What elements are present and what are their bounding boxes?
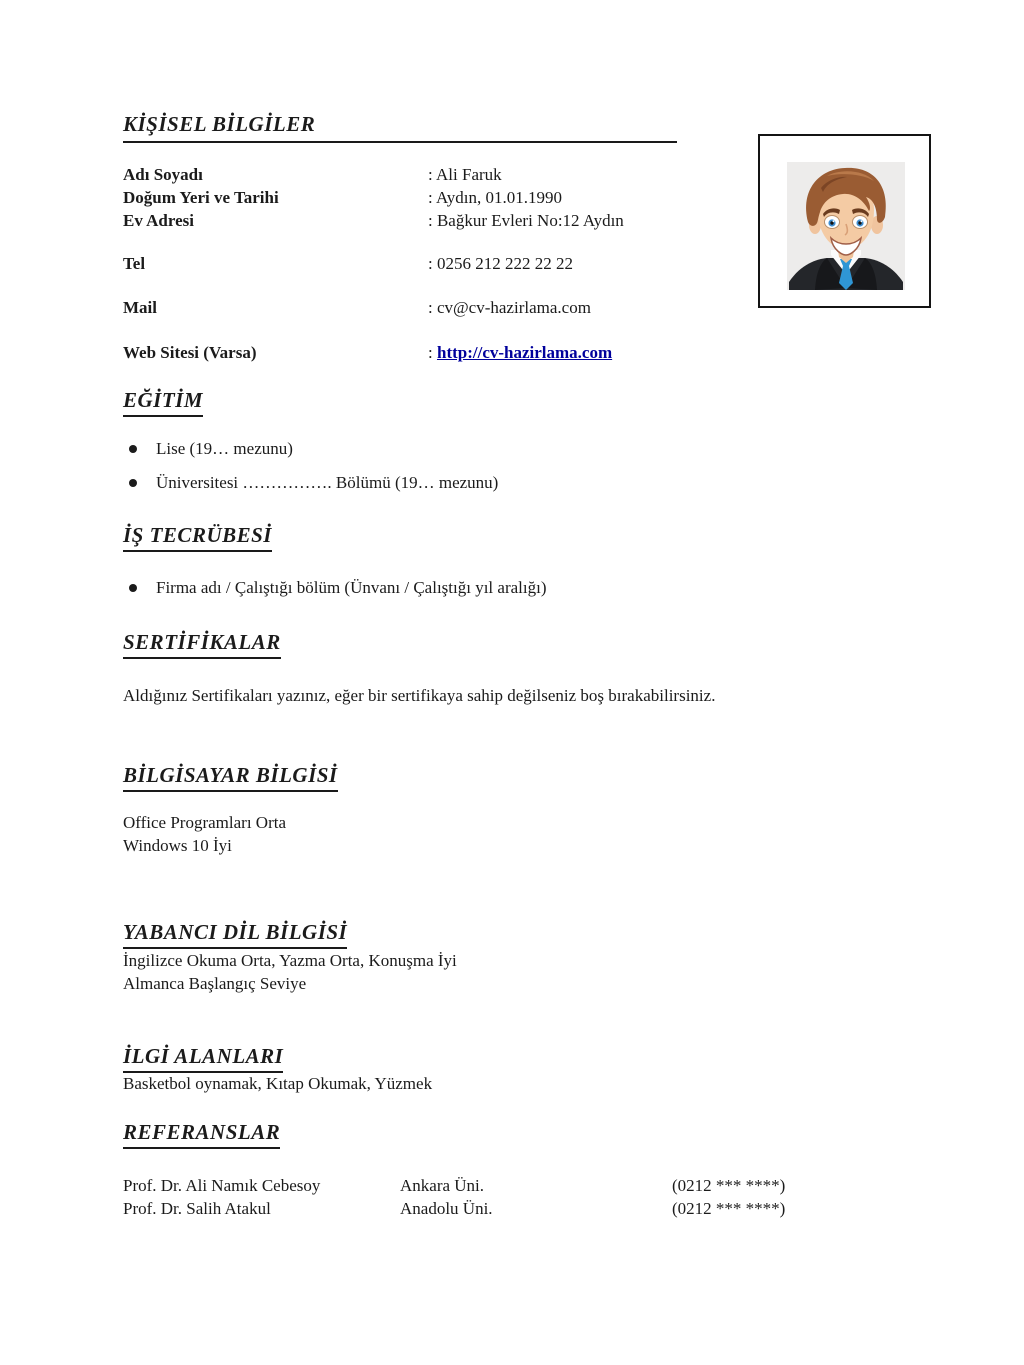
list-item-text: Firma adı / Çalıştığı bölüm (Ünvanı / Çalıştığı yıl aralığı) bbox=[156, 578, 547, 597]
section-heading-computer-text: BİLGİSAYAR BİLGİSİ bbox=[123, 763, 338, 792]
reference-organization: Anadolu Üni. bbox=[400, 1199, 493, 1218]
reference-row bbox=[123, 1197, 903, 1220]
section-heading-references bbox=[123, 1120, 280, 1149]
field-label: Mail bbox=[123, 298, 157, 317]
field-label: Tel bbox=[123, 254, 146, 273]
computer-skill-line: Windows 10 İyi bbox=[123, 836, 232, 855]
field-label: Ev Adresi bbox=[123, 211, 195, 230]
list-item-education-2 bbox=[129, 471, 498, 494]
photo-frame bbox=[758, 134, 931, 308]
section-heading-languages-text: YABANCI DİL BİLGİSİ bbox=[123, 920, 347, 949]
section-heading-interests bbox=[123, 1044, 283, 1073]
field-value: : Aydın, 01.01.1990 bbox=[428, 188, 562, 207]
language-line: Almanca Başlangıç Seviye bbox=[123, 974, 307, 993]
section-heading-certificates-text: SERTİFİKALAR bbox=[123, 630, 281, 659]
section-heading-references-text: REFERANSLAR bbox=[123, 1120, 280, 1149]
info-row-tel bbox=[123, 252, 863, 275]
section-heading-experience-text: İŞ TECRÜBESİ bbox=[123, 523, 272, 552]
website-link[interactable]: http://cv-hazirlama.com bbox=[436, 343, 613, 362]
section-heading-certificates bbox=[123, 630, 281, 659]
colon: : bbox=[428, 343, 437, 362]
reference-row bbox=[123, 1174, 903, 1197]
reference-name: Prof. Dr. Salih Atakul bbox=[123, 1199, 271, 1218]
info-row-ev-adresi bbox=[123, 209, 863, 232]
info-row-dogum-yeri bbox=[123, 186, 863, 209]
section-heading-experience bbox=[123, 523, 272, 552]
section-heading-computer bbox=[123, 763, 338, 792]
section-heading-personal-text: KİŞİSEL BİLGİLER bbox=[123, 112, 316, 136]
field-value: : Ali Faruk bbox=[428, 165, 502, 184]
male-avatar-illustration bbox=[787, 162, 905, 290]
reference-phone: (0212 *** ****) bbox=[672, 1176, 786, 1195]
reference-organization: Ankara Üni. bbox=[400, 1176, 485, 1195]
reference-name: Prof. Dr. Ali Namık Cebesoy bbox=[123, 1176, 321, 1195]
section-heading-languages bbox=[123, 920, 347, 949]
section-heading-education-text: EĞİTİM bbox=[123, 388, 203, 417]
field-value: : Bağkur Evleri No:12 Aydın bbox=[428, 211, 624, 230]
list-item-text: Lise (19… mezunu) bbox=[156, 439, 293, 458]
certificates-note: Aldığınız Sertifikaları yazınız, eğer bir sertifikaya sahip değilseniz boş bırakabilirsiniz. bbox=[123, 686, 716, 705]
section-heading-education bbox=[123, 388, 203, 417]
field-label: Web Sitesi (Varsa) bbox=[123, 343, 257, 362]
bullet-icon bbox=[129, 445, 137, 453]
field-value bbox=[428, 341, 612, 364]
interests-line: Basketbol oynamak, Kıtap Okumak, Yüzmek bbox=[123, 1074, 433, 1093]
field-label: Doğum Yeri ve Tarihi bbox=[123, 188, 279, 207]
computer-skill-line: Office Programları Orta bbox=[123, 813, 287, 832]
info-row-web-sitesi bbox=[123, 341, 863, 364]
profile-photo bbox=[787, 162, 905, 290]
section-heading-interests-text: İLGİ ALANLARI bbox=[123, 1044, 283, 1073]
bullet-icon bbox=[129, 479, 137, 487]
field-value: : cv@cv-hazirlama.com bbox=[428, 298, 591, 317]
field-label: Adı Soyadı bbox=[123, 165, 203, 184]
section-heading-personal bbox=[123, 112, 677, 143]
bullet-icon bbox=[129, 584, 137, 592]
field-value: : 0256 212 222 22 22 bbox=[428, 254, 573, 273]
list-item-experience-1 bbox=[129, 576, 547, 599]
reference-phone: (0212 *** ****) bbox=[672, 1199, 786, 1218]
list-item-education-1 bbox=[129, 437, 293, 460]
info-row-adi-soyadi bbox=[123, 163, 863, 186]
list-item-text: Üniversitesi ……………. Bölümü (19… mezunu) bbox=[156, 473, 499, 492]
info-row-mail bbox=[123, 296, 863, 319]
language-line: İngilizce Okuma Orta, Yazma Orta, Konuşma İyi bbox=[123, 951, 457, 970]
